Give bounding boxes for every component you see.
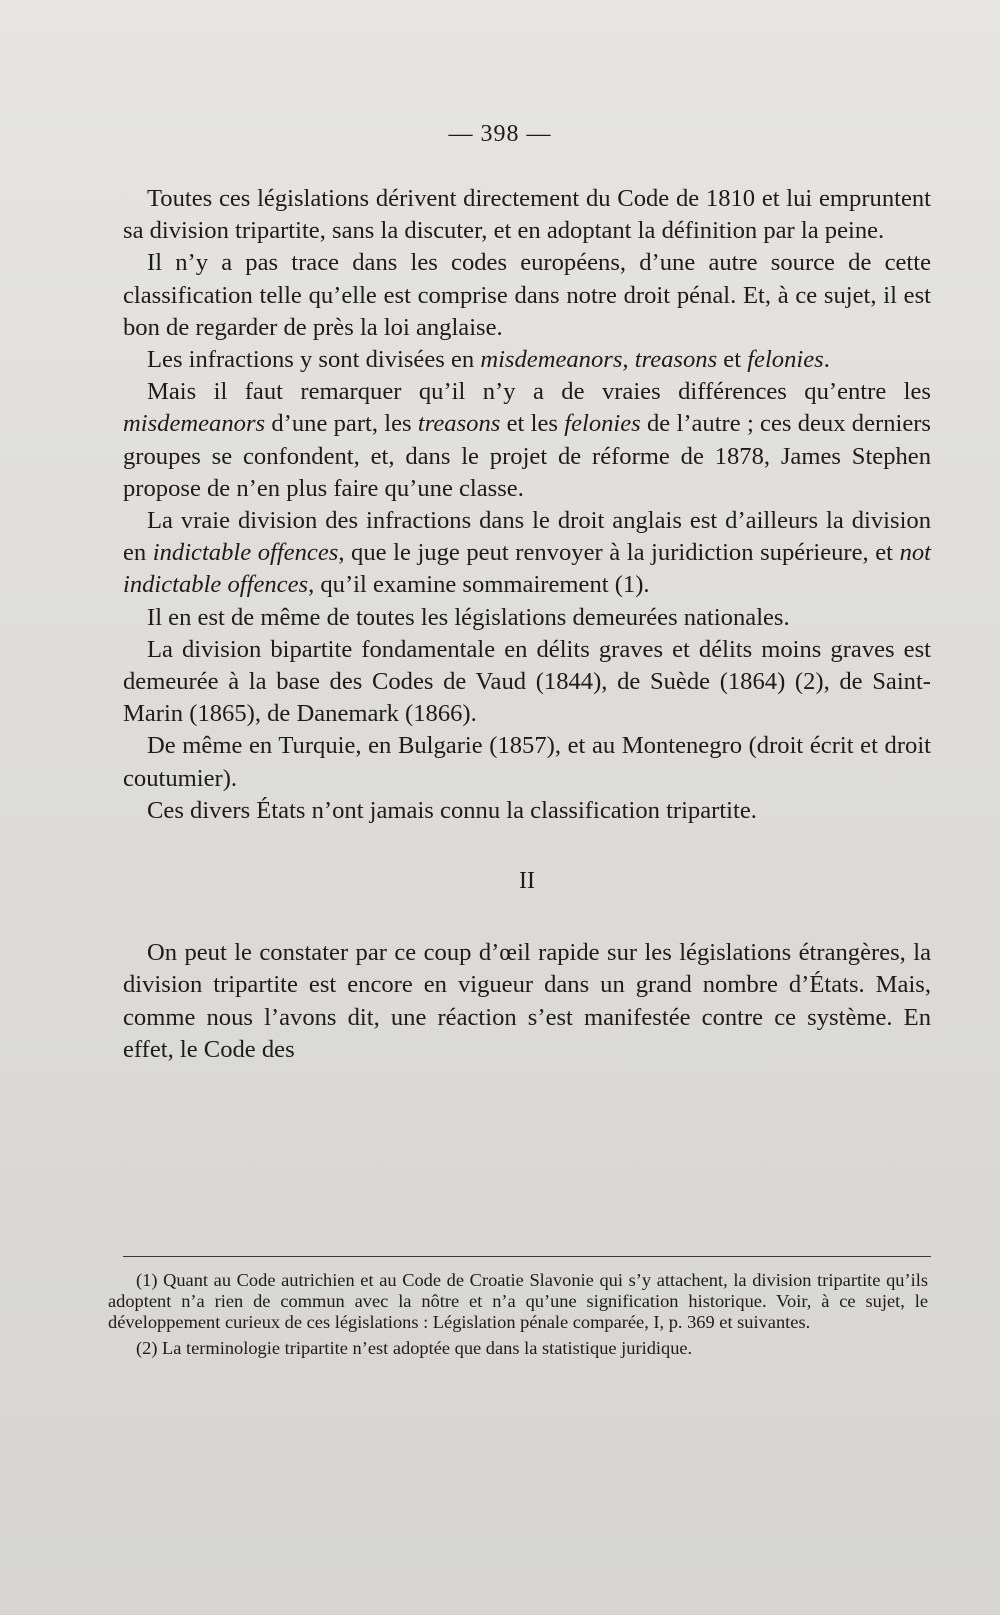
- paragraph-4-text-a: Mais il faut remarquer qu’il n’y a de vraies différences qu’entre les: [147, 378, 931, 406]
- paragraph-1: Toutes ces législations dérivent directement du Code de 1810 et lui empruntent sa division tripartite, sans la discuter, et en adoptant la définition par la peine.: [123, 185, 931, 245]
- paragraph-2: Il n’y a pas trace dans les codes européens, d’une autre source de cette classification telle qu’elle est comprise dans notre droit pénal. Et, à ce sujet, il est bon de regarder de près la loi anglaise.: [123, 249, 931, 341]
- paragraph-4-italic-3: felonies: [564, 410, 641, 438]
- paragraph-4-italic-1: misdemeanors: [123, 410, 266, 438]
- paragraph-9: Ces divers États n’ont jamais connu la classification tripartite.: [147, 796, 757, 824]
- page-number: — 398 —: [448, 121, 552, 147]
- paragraph-4-text-d: de l’autre ; ces deux derniers groupes se confondent, et, dans le projet de réforme de 1878, James Stephen propose de n’en plus faire qu’une classe.: [123, 410, 932, 502]
- paragraph-8: De même en Turquie, en Bulgarie (1857), et au Montenegro (droit écrit et droit coutumier).: [123, 732, 931, 792]
- paragraph-10: On peut le constater par ce coup d’œil rapide sur les législations étrangères, la division tripartite est encore en vigueur dans un grand nombre d’États. Mais, comme nous l’avons dit, une réaction s’est manifestée contre ce système. En effet, le Code des: [123, 939, 931, 1063]
- footnote-rule: [123, 1256, 931, 1257]
- paragraph-5: [123, 505, 931, 602]
- footnotes: [108, 1270, 928, 1359]
- body-text: [123, 183, 931, 1066]
- paragraph-4-text-c: et les: [500, 410, 565, 438]
- paragraph-5-italic-2: not indictable offences: [123, 539, 931, 599]
- footnote-2: (2) La terminologie tripartite n’est adoptée que dans la statistique juridique.: [136, 1337, 693, 1358]
- paragraph-3-text-b: et: [717, 346, 748, 374]
- paragraph-5-italic-1: indictable offences: [152, 539, 339, 567]
- paragraph-3-italic-2: felonies: [747, 346, 824, 374]
- paragraph-4-text-b: d’une part, les: [265, 410, 418, 438]
- paragraph-5-text-a: La vraie division des infractions dans le droit anglais est d’ailleurs la division en: [123, 507, 931, 567]
- paragraph-4: [123, 376, 931, 505]
- paragraph-3-text-c: .: [823, 346, 830, 374]
- footnote-1: (1) Quant au Code autrichien et au Code de Croatie Slavonie qui s’y attachent, la division tripartite qu’ils adoptent n’a rien de commun avec la nôtre et n’a qu’une signification historique. Voir, à ce sujet, le développement curieux de ces législations : Législation pénale comparée, I, p. 369 et suivantes.: [108, 1270, 928, 1333]
- paragraph-7: La division bipartite fondamentale en délits graves et délits moins graves est demeurée à la base des Codes de Vaud (1844), de Suède (1864) (2), de Saint-Marin (1865), de Danemark (1866).: [123, 635, 931, 728]
- section-heading: II: [519, 868, 535, 895]
- paragraph-3-text-a: Les infractions y sont divisées en: [147, 346, 481, 374]
- paragraph-5-text-c: , qu’il examine sommairement (1).: [308, 571, 650, 599]
- paragraph-3: [123, 344, 931, 376]
- paragraph-4-italic-2: treasons: [417, 410, 501, 438]
- paragraph-6: Il en est de même de toutes les législations demeurées nationales.: [147, 603, 790, 631]
- paragraph-5-text-b: , que le juge peut renvoyer à la juridiction supérieure, et: [338, 539, 900, 567]
- paragraph-3-italic-1: misdemeanors, treasons: [480, 346, 718, 374]
